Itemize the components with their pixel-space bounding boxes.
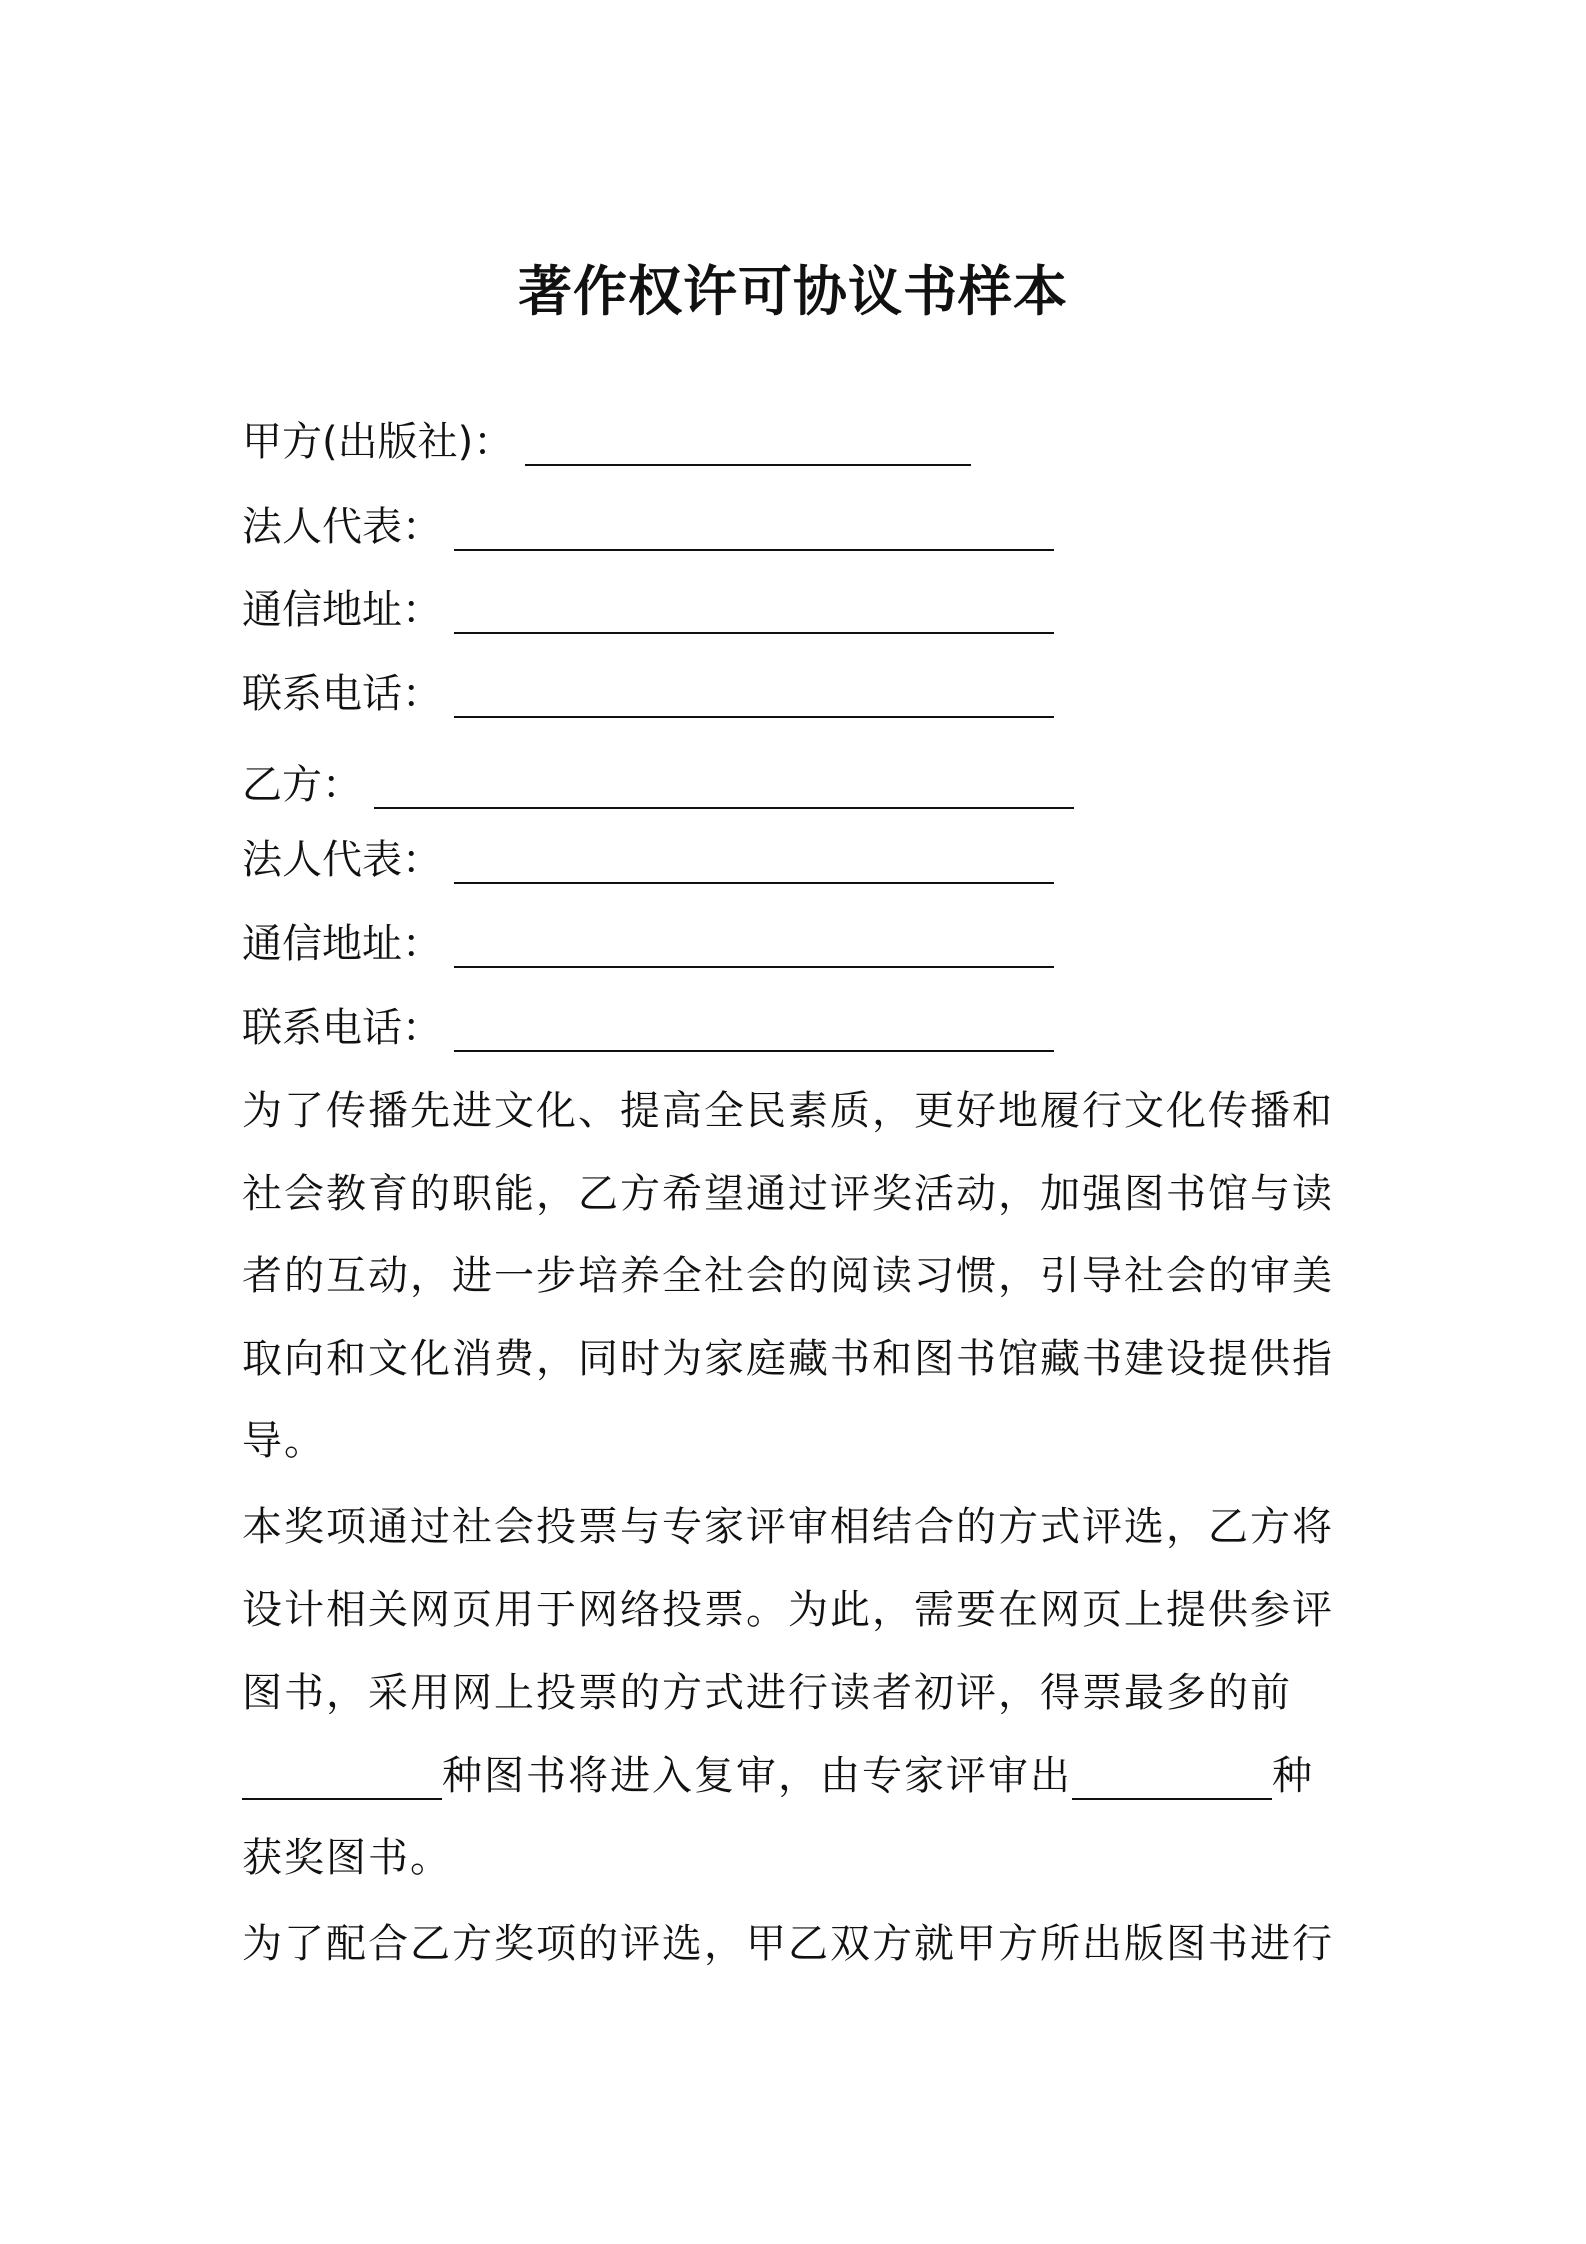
party-b-phone-label: 联系电话： <box>242 1005 442 1051</box>
party-a-name-field <box>242 412 971 472</box>
para2-line-with-blanks <box>242 1746 1314 1806</box>
party-a-name-label: 甲方(出版社)： <box>242 419 514 465</box>
para1-line: 取向和文化消费，同时为家庭藏书和图书馆藏书建设提供指 <box>242 1336 1334 1382</box>
party-b-name-label: 乙方： <box>242 762 362 808</box>
para1-line: 者的互动，进一步培养全社会的阅读习惯，引导社会的审美 <box>242 1253 1334 1299</box>
top-count-blank <box>242 1746 442 1800</box>
party-b-rep-label: 法人代表： <box>242 837 442 883</box>
party-a-addr-label: 通信地址： <box>242 587 442 633</box>
party-a-phone-label: 联系电话： <box>242 671 442 717</box>
party-a-addr-field <box>242 580 1054 640</box>
award-count-blank <box>1072 1746 1272 1800</box>
document-title: 著作权许可协议书样本 <box>518 260 1068 323</box>
party-b-name-field <box>242 755 1074 815</box>
party-a-rep-field <box>242 497 1054 557</box>
para2-line: 获奖图书。 <box>242 1835 452 1881</box>
para2-line4-end: 种 <box>1272 1753 1314 1799</box>
party-b-rep-field <box>242 830 1054 890</box>
party-b-phone-blank <box>454 998 1054 1052</box>
para2-line: 本奖项通过社会投票与专家评审相结合的方式评选，乙方将 <box>242 1504 1334 1550</box>
party-b-addr-field <box>242 914 1054 974</box>
party-b-phone-field <box>242 998 1054 1058</box>
party-a-addr-blank <box>454 580 1054 634</box>
party-b-addr-blank <box>454 914 1054 968</box>
party-a-phone-blank <box>454 664 1054 718</box>
party-b-rep-blank <box>454 830 1054 884</box>
para3-line: 为了配合乙方奖项的评选，甲乙双方就甲方所出版图书进行 <box>242 1921 1334 1967</box>
party-a-rep-blank <box>454 497 1054 551</box>
para1-line: 社会教育的职能，乙方希望通过评奖活动，加强图书馆与读 <box>242 1171 1334 1217</box>
party-a-phone-field <box>242 664 1054 724</box>
party-a-name-blank <box>525 412 971 466</box>
para2-line: 设计相关网页用于网络投票。为此，需要在网页上提供参评 <box>242 1587 1334 1633</box>
para1-line: 为了传播先进文化、提高全民素质，更好地履行文化传播和 <box>242 1088 1334 1134</box>
party-b-name-blank <box>374 755 1074 809</box>
party-b-addr-label: 通信地址： <box>242 921 442 967</box>
para2-line: 图书，采用网上投票的方式进行读者初评，得票最多的前 <box>242 1670 1292 1716</box>
party-a-rep-label: 法人代表： <box>242 504 442 550</box>
para1-line: 导。 <box>242 1418 326 1464</box>
para2-line4-mid: 种图书将进入复审，由专家评审出 <box>442 1753 1072 1799</box>
